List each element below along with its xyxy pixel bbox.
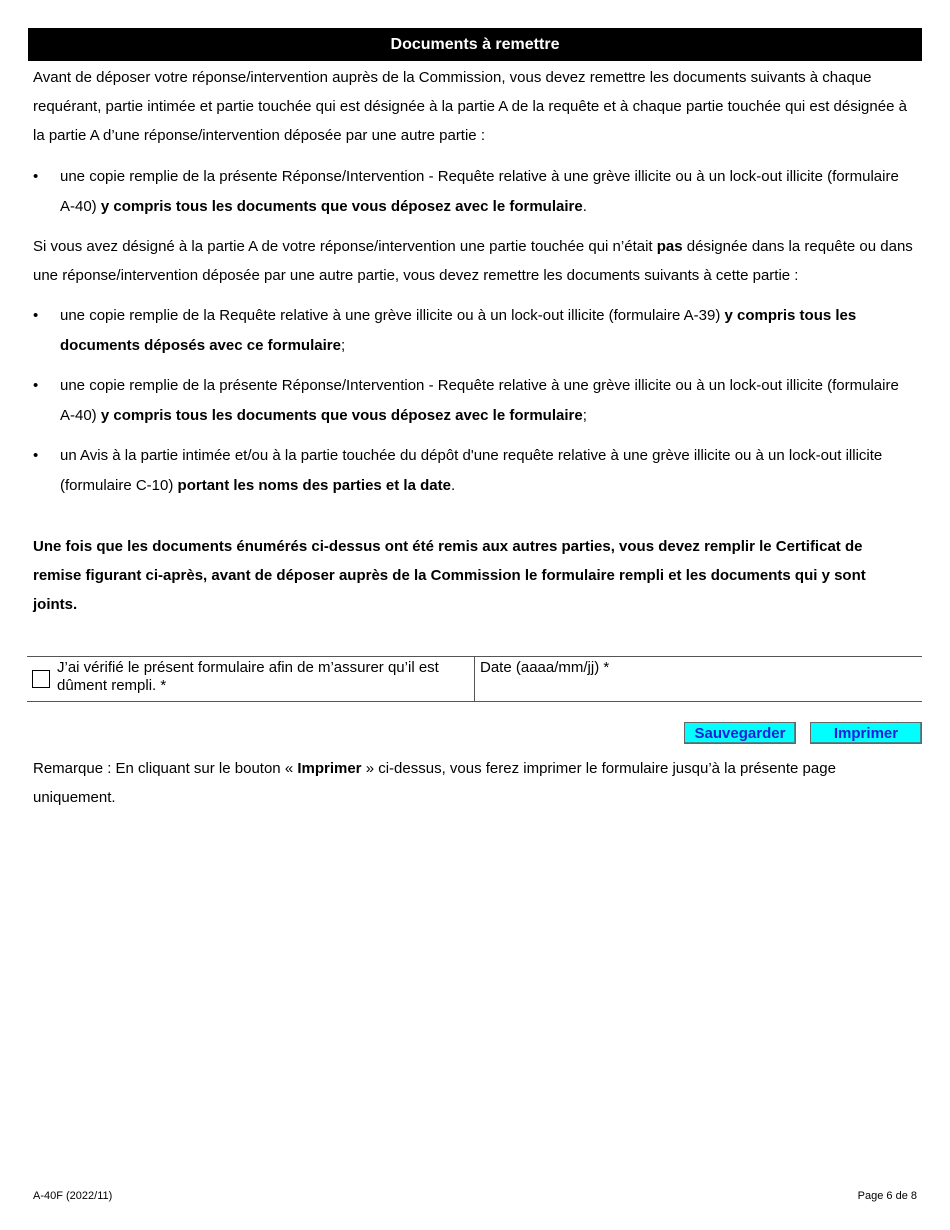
save-button[interactable]: Sauvegarder <box>684 722 796 744</box>
instructions-section <box>33 63 913 619</box>
bullet-icon: • <box>33 168 39 185</box>
print-note-after: » ci-dessus, vous ferez imprimer le formulaire jusqu’à la présente page uniquement. <box>33 760 836 806</box>
list-item-text: une copie remplie de la Requête relative à une grève illicite ou à un lock-out illicite (formulaire A-39) <box>60 307 725 324</box>
form-id: A-40F (2022/11) <box>33 1190 113 1202</box>
second-paragraph-bold: pas <box>656 238 683 255</box>
list-item-end: . <box>450 476 456 494</box>
bullet-icon: • <box>33 447 39 464</box>
date-input[interactable] <box>480 679 914 699</box>
print-note-before: Remarque : En cliquant sur le bouton « <box>33 760 298 777</box>
second-paragraph <box>33 232 913 290</box>
list-item-end: ; <box>582 406 587 424</box>
print-note-bold: Imprimer <box>297 760 362 777</box>
date-cell <box>475 657 922 701</box>
list-item-bold: y compris tous les documents déposés avec ce formulaire <box>60 307 857 354</box>
list-item-end: ; <box>340 336 346 354</box>
list-item-bold: y compris tous les documents que vous déposez avec le formulaire <box>100 406 583 424</box>
bullet-icon: • <box>33 377 39 394</box>
second-paragraph-after: désignée dans la requête ou dans une réponse/intervention déposée par une autre partie, vous devez remettre les documents suivants à cette partie : <box>33 238 913 284</box>
section-title: Documents à remettre <box>28 28 922 61</box>
list-item-bold: y compris tous les documents que vous déposez avec le formulaire <box>100 197 583 215</box>
print-button[interactable]: Imprimer <box>810 722 922 744</box>
page-number: Page 6 de 8 <box>857 1190 917 1202</box>
verification-checkbox[interactable] <box>32 670 50 688</box>
list-item-end: . <box>582 197 587 215</box>
list-item <box>33 301 913 360</box>
list-item-text: une copie remplie de la présente Réponse/Intervention - Requête relative à une grève illicite ou à un lock-out illicite (formulaire A-40) <box>60 168 899 215</box>
verification-cell <box>27 657 475 701</box>
list-item <box>33 371 913 430</box>
list-item-bold: portant les noms des parties et la date <box>177 476 451 494</box>
verification-row <box>27 656 922 702</box>
list-item <box>33 162 913 221</box>
verification-label: J’ai vérifié le présent formulaire afin de m’assurer qu’il est dûment rempli. * <box>57 659 439 694</box>
final-paragraph: Une fois que les documents énumérés ci-dessus ont été remis aux autres parties, vous devez remplir le Certificat de remise figurant ci-après, avant de déposer auprès de la Commission le formulaire rempli et les documents qui y sont joints. <box>33 538 866 613</box>
list-item-text: une copie remplie de la présente Réponse/Intervention - Requête relative à une grève illicite ou à un lock-out illicite (formulaire A-40) <box>60 377 899 424</box>
print-note <box>33 754 913 812</box>
list-item-text: un Avis à la partie intimée et/ou à la partie touchée du dépôt d'une requête relative à une grève illicite ou à un lock-out illicite (formulaire C-10) <box>60 447 883 494</box>
intro-paragraph: Avant de déposer votre réponse/intervention auprès de la Commission, vous devez remettre les documents suivants à chaque requérant, partie intimée et partie touchée qui est désignée à la partie A de la requête et à chaque partie touchée qui est désignée à la partie A d’une réponse/intervention déposée par une autre partie : <box>33 69 907 144</box>
date-label: Date (aaaa/mm/jj) * <box>480 659 610 676</box>
second-paragraph-before: Si vous avez désigné à la partie A de votre réponse/intervention une partie touchée qui n’était <box>33 238 657 255</box>
list-item <box>33 441 913 500</box>
bullet-icon: • <box>33 307 39 324</box>
